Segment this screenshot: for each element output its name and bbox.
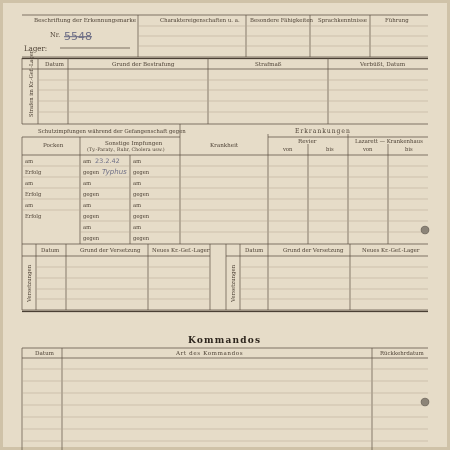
- impf-r0-hand: 23.2.42: [95, 157, 120, 165]
- impf-r6-c2: am: [83, 225, 92, 231]
- lazarett-von: von: [363, 147, 373, 153]
- faehigkeiten-label: Besondere Fähigkeiten: [250, 18, 313, 24]
- erkrankungen-header: Erkrankungen: [295, 128, 351, 135]
- punch-hole-icon: [421, 226, 429, 234]
- impf-r7-c3: gegen: [133, 236, 150, 242]
- impf-r3-c3: gegen: [133, 192, 150, 198]
- punch-hole-icon: [421, 398, 429, 406]
- versetzungen-side-label-left: Versetzungen: [27, 264, 33, 302]
- kommandos-datum-header: Datum: [35, 351, 54, 357]
- kommandos-rueckkehr-header: Rückkehrdatum: [380, 351, 424, 357]
- sonstige-sub-header: (Ty.-Paraty., Ruhr, Cholera usw.): [87, 148, 165, 153]
- impf-r1-c1: Erfolg: [25, 170, 42, 176]
- impf-header: Schutzimpfungen während der Gefangenschaft gegen: [38, 129, 186, 135]
- vers-neues-right: Neues Kr.-Gef.-Lager: [362, 248, 420, 254]
- impf-r0-c3: am: [133, 159, 142, 165]
- strafmass-header: Strafmaß: [255, 62, 282, 68]
- charakter-label: Charaktereigenschaften u. a.: [160, 18, 240, 24]
- verbuesst-header: Verbüßt, Datum: [360, 62, 406, 68]
- lager-label: Lager:: [24, 45, 48, 53]
- revier-header: Revier: [298, 139, 317, 145]
- impf-r2-c3: am: [133, 181, 142, 187]
- vers-grund-left: Grund der Versetzung: [80, 248, 141, 254]
- impf-r0-c1: am: [25, 159, 34, 165]
- impf-r4-c2: am: [83, 203, 92, 209]
- impf-r1-c3: gegen: [133, 170, 150, 176]
- versetzungen-side-label-right: Versetzungen: [231, 264, 237, 302]
- krankheit-header: Krankheit: [210, 143, 239, 149]
- sprachen-label: Sprachkenntnisse: [318, 18, 367, 24]
- lazarett-header: Lazarett — Krankenhaus: [355, 139, 423, 145]
- impf-r5-c1: Erfolg: [25, 214, 42, 220]
- lazarett-bis: bis: [405, 147, 413, 153]
- prisoner-number: 5548: [64, 30, 92, 43]
- impf-r6-c3: am: [133, 225, 142, 231]
- impf-r3-c2: gegen: [83, 192, 100, 198]
- vers-grund-right: Grund der Versetzung: [283, 248, 344, 254]
- strafen-datum-header: Datum: [45, 62, 64, 68]
- impf-r7-c2: gegen: [83, 236, 100, 242]
- vers-neues-left: Neues Kr.-Gef.-Lager: [152, 248, 210, 254]
- nr-label: Nr.: [50, 31, 61, 39]
- impf-r4-c1: am: [25, 203, 34, 209]
- impf-r3-c1: Erfolg: [25, 192, 42, 198]
- impf-r2-c1: am: [25, 181, 34, 187]
- kommandos-title: Kommandos: [188, 336, 262, 346]
- sonstige-header: Sonstige Impfungen: [105, 141, 163, 147]
- vers-datum-right: Datum: [245, 248, 264, 254]
- impf-r0-c2: am: [83, 159, 92, 165]
- impf-r2-c2: am: [83, 181, 92, 187]
- impf-r1-hand: Typhus: [102, 168, 127, 176]
- pocken-header: Pocken: [43, 143, 64, 149]
- impf-r1-c2: gegen: [83, 170, 100, 176]
- fuehrung-label: Führung: [385, 18, 409, 24]
- impf-r5-c2: gegen: [83, 214, 100, 220]
- revier-bis: bis: [326, 147, 334, 153]
- beschriftung-label: Beschriftung der Erkennungsmarke: [34, 18, 137, 24]
- strafen-side-label: Strafen im Kr.-Gef.-Lager: [29, 50, 35, 117]
- kommandos-art-header: Art des Kommandos: [176, 351, 244, 357]
- revier-von: von: [283, 147, 293, 153]
- strafen-grund-header: Grund der Bestrafung: [112, 62, 175, 68]
- impf-r4-c3: am: [133, 203, 142, 209]
- impf-r5-c3: gegen: [133, 214, 150, 220]
- vers-datum-left: Datum: [41, 248, 60, 254]
